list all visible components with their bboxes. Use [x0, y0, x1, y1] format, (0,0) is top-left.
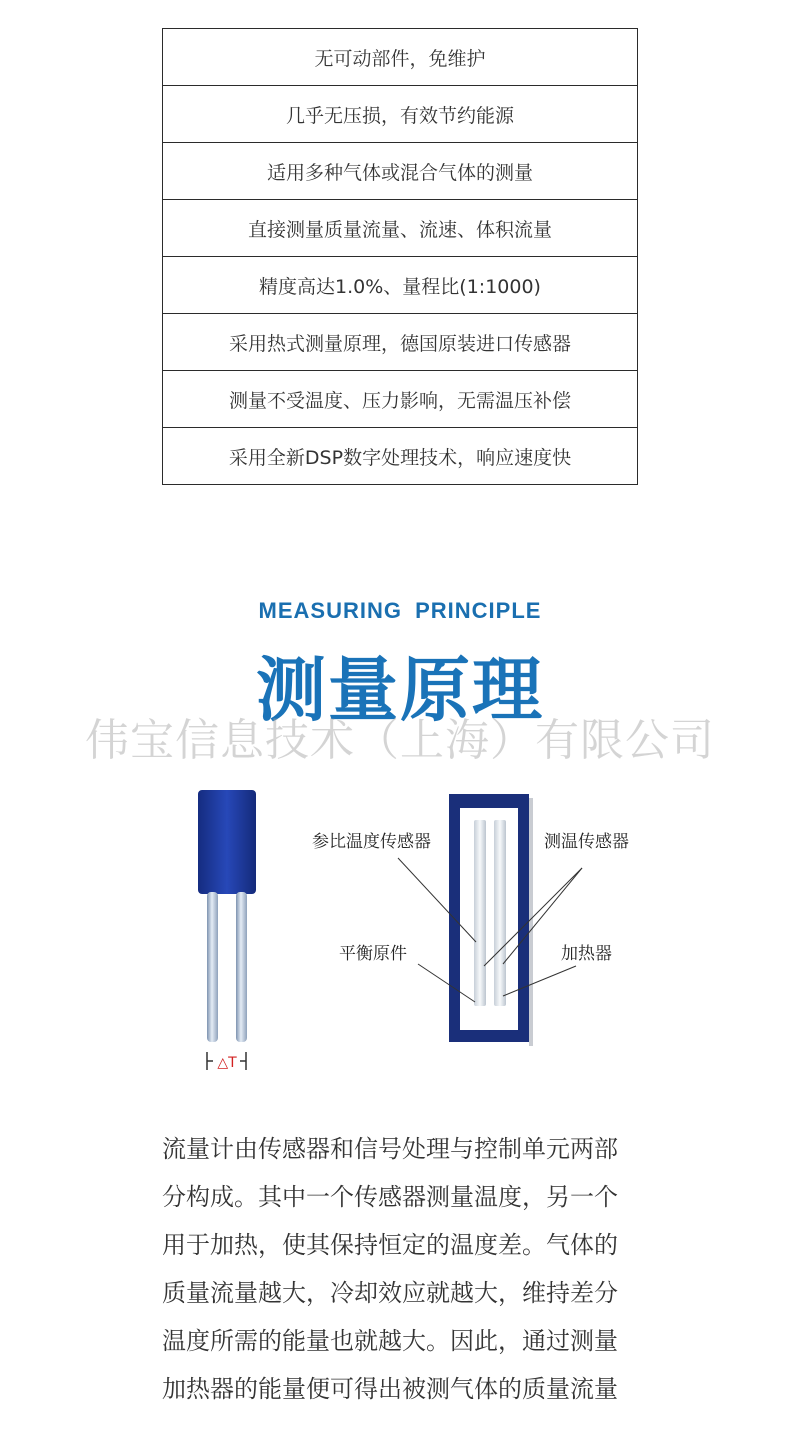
table-row: [163, 257, 638, 314]
feature-cell: 适用多种气体或混合气体的测量: [163, 143, 638, 200]
feature-cell: 测量不受温度、压力影响，无需温压补偿: [163, 371, 638, 428]
feature-cell: 精度高达1.0%、量程比(1:1000): [163, 257, 638, 314]
feature-cell: 采用全新DSP数字处理技术，响应速度快: [163, 428, 638, 485]
table-row: [163, 29, 638, 86]
table-row: [163, 428, 638, 485]
sensor-probe: [198, 790, 256, 1071]
probe-rod-right: [236, 892, 247, 1042]
section-title-cn: 测量原理: [256, 649, 544, 731]
feature-cell: 无可动部件，免维护: [163, 29, 638, 86]
table-row: [163, 86, 638, 143]
reference-sensor-label: 参比温度传感器: [312, 832, 431, 852]
text-line: 用于加热，使其保持恒定的温度差。气体的: [162, 1231, 618, 1259]
measuring-principle-diagram: [0, 780, 800, 1080]
section-title-en: MEASURING PRINCIPLE: [258, 598, 542, 623]
sensor-cross-section: [449, 794, 533, 1046]
sensor-tube-right: [494, 820, 506, 1006]
table-row: [163, 143, 638, 200]
table-row: [163, 371, 638, 428]
sensor-tube-left: [474, 820, 486, 1006]
feature-cell: 几乎无压损，有效节约能源: [163, 86, 638, 143]
balance-element-label: 平衡原件: [339, 944, 407, 964]
text-line: 质量流量越大，冷却效应就越大，维持差分: [162, 1279, 618, 1307]
frame-inner: [460, 808, 518, 1030]
feature-cell: 直接测量质量流量、流速、体积流量: [163, 200, 638, 257]
delta-t-label: △T: [217, 1055, 237, 1071]
table-row: [163, 314, 638, 371]
probe-rod-left: [207, 892, 218, 1042]
feature-cell: 采用热式测量原理，德国原装进口传感器: [163, 314, 638, 371]
features-table: [162, 28, 638, 485]
temp-sensor-label: 测温传感器: [544, 832, 629, 852]
text-line: 温度所需的能量也就越大。因此，通过测量: [162, 1327, 618, 1355]
company-watermark: 伟宝信息技术（上海）有限公司: [85, 715, 715, 766]
table-row: [163, 200, 638, 257]
text-line: 加热器的能量便可得出被测气体的质量流量: [162, 1375, 618, 1403]
heater-label: 加热器: [561, 944, 612, 964]
text-line: 分构成。其中一个传感器测量温度，另一个: [162, 1183, 618, 1211]
probe-body: [198, 790, 256, 894]
principle-description: [162, 1125, 642, 1413]
text-line: 流量计由传感器和信号处理与控制单元两部: [162, 1135, 618, 1163]
